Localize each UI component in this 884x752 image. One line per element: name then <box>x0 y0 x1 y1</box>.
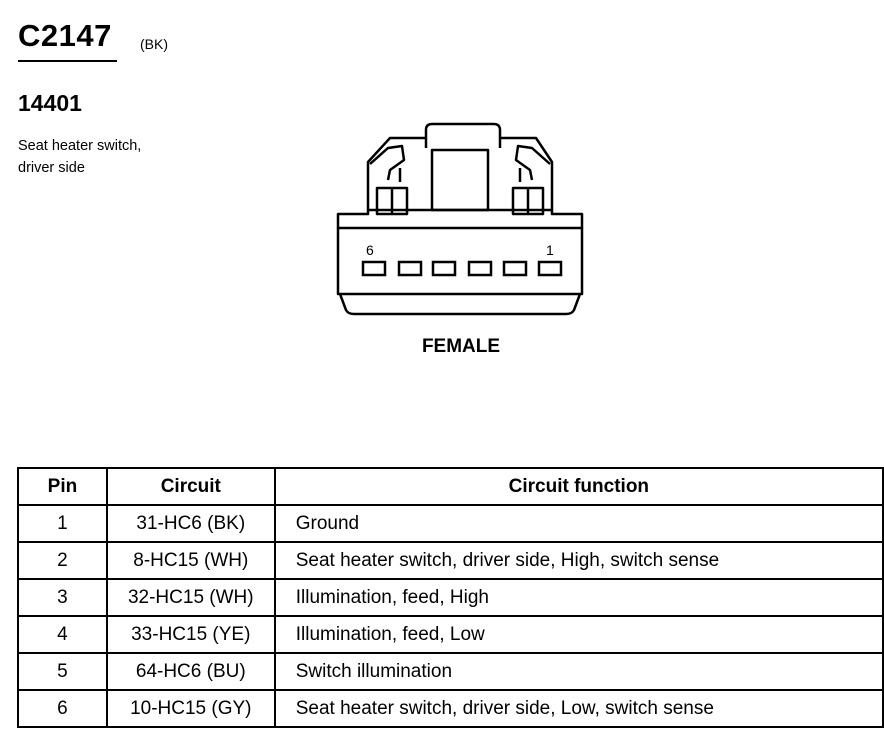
table-row <box>18 542 883 579</box>
cell-circuit: 8-HC15 (WH) <box>107 542 275 579</box>
connector-id: C2147 <box>18 18 112 53</box>
table-row <box>18 505 883 542</box>
connector-skirt <box>340 294 580 314</box>
description-line: Seat heater switch, <box>18 138 142 154</box>
pinout-table <box>17 467 884 728</box>
cell-pin: 5 <box>18 653 107 690</box>
cell-circuit: 33-HC15 (YE) <box>107 616 275 653</box>
connector-id-underline <box>18 60 117 62</box>
cell-circuit: 64-HC6 (BU) <box>107 653 275 690</box>
cell-function: Seat heater switch, driver side, High, switch sense <box>275 542 883 579</box>
pin-label-1: 1 <box>546 242 554 258</box>
cell-pin: 2 <box>18 542 107 579</box>
cell-function: Seat heater switch, driver side, Low, switch sense <box>275 690 883 727</box>
cell-function: Illumination, feed, High <box>275 579 883 616</box>
pin-cavity <box>363 262 385 275</box>
table-header-row <box>18 468 883 505</box>
cell-circuit: 10-HC15 (GY) <box>107 690 275 727</box>
color-code: (BK) <box>140 36 168 52</box>
cell-pin: 4 <box>18 616 107 653</box>
pin-label-6: 6 <box>366 242 374 258</box>
connector-face-diagram <box>330 120 592 320</box>
table-row <box>18 579 883 616</box>
table-row <box>18 653 883 690</box>
table-row <box>18 616 883 653</box>
cell-pin: 6 <box>18 690 107 727</box>
pin-cavity <box>399 262 421 275</box>
cell-function: Illumination, feed, Low <box>275 616 883 653</box>
connector-flange <box>338 210 582 228</box>
connector-gender-label: FEMALE <box>421 336 501 357</box>
cell-pin: 1 <box>18 505 107 542</box>
connector-latch <box>426 124 500 148</box>
cell-circuit: 31-HC6 (BK) <box>107 505 275 542</box>
pin-cavity <box>433 262 455 275</box>
pin-cavity <box>539 262 561 275</box>
cell-pin: 3 <box>18 579 107 616</box>
description-line: driver side <box>18 160 85 176</box>
pin-cavity <box>469 262 491 275</box>
part-number: 14401 <box>18 90 82 116</box>
header-pin: Pin <box>18 468 107 505</box>
cell-function: Switch illumination <box>275 653 883 690</box>
connector-lock-tab <box>432 150 488 210</box>
header-function: Circuit function <box>275 468 883 505</box>
pin-cavity <box>504 262 526 275</box>
cell-function: Ground <box>275 505 883 542</box>
table-row <box>18 690 883 727</box>
cell-circuit: 32-HC15 (WH) <box>107 579 275 616</box>
header-circuit: Circuit <box>107 468 275 505</box>
pin-cavities <box>363 262 561 275</box>
